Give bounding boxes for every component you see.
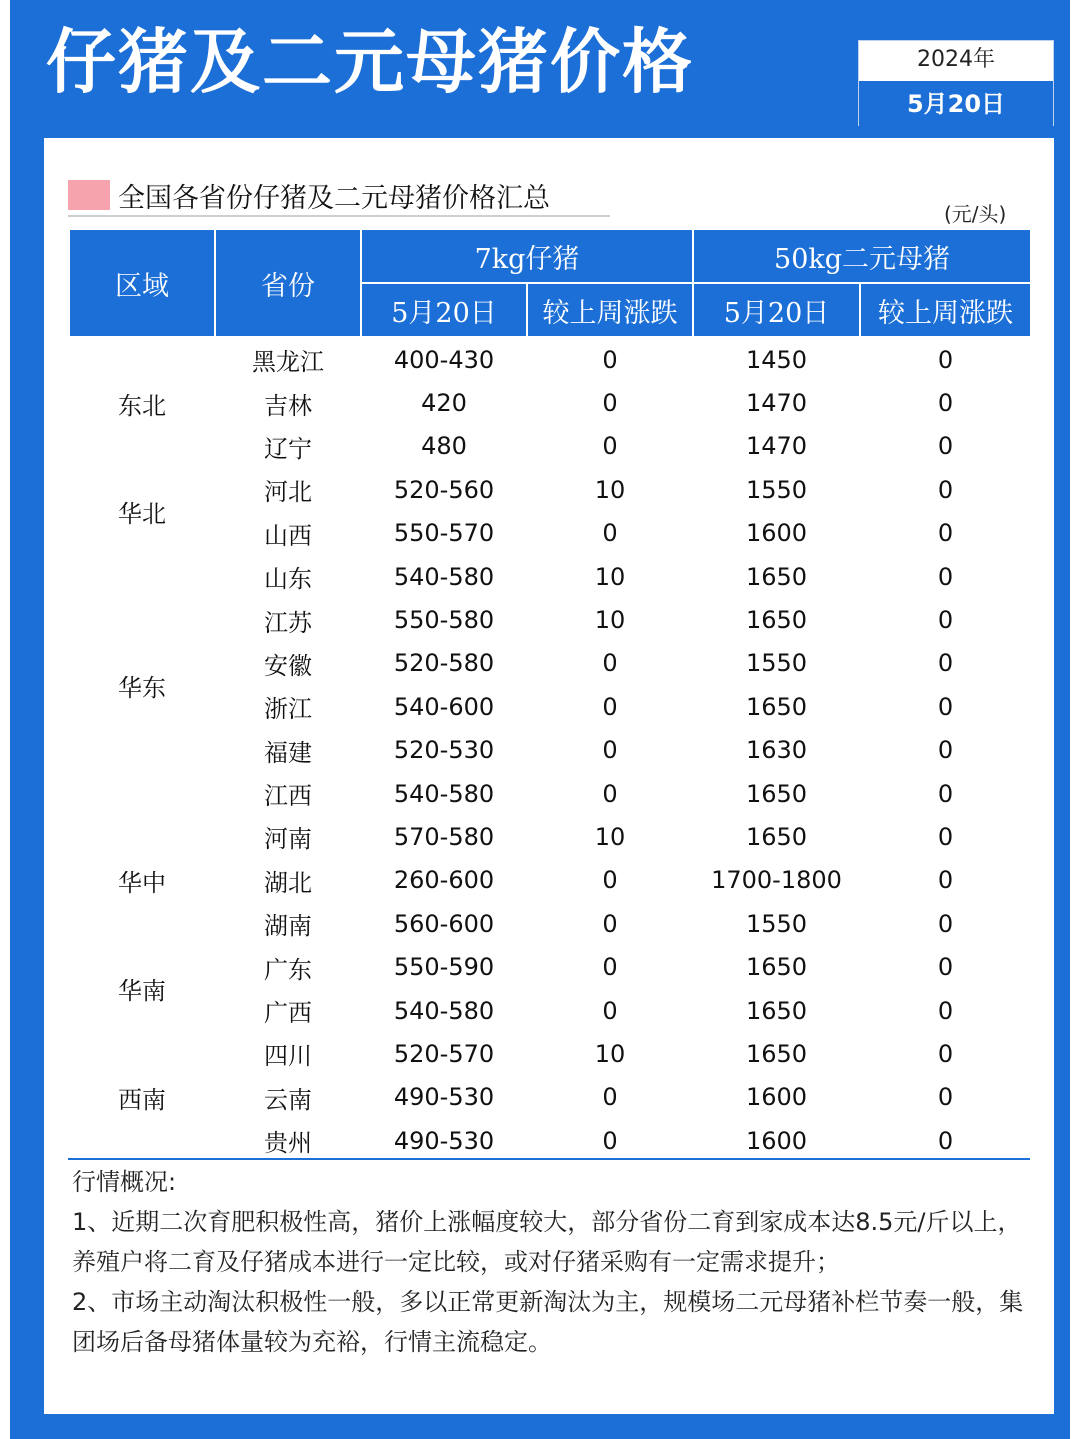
sow-change-cell: 0 bbox=[937, 692, 954, 721]
sow-price-cell: 1630 bbox=[745, 736, 808, 765]
sow-change-cell: 0 bbox=[937, 1083, 954, 1112]
piglet-change-cell: 10 bbox=[594, 1039, 626, 1068]
region-cell: 华南 bbox=[118, 977, 166, 1006]
piglet-price-cell: 520-530 bbox=[393, 736, 495, 765]
price-table-body bbox=[69, 337, 1031, 1162]
sow-change-cell: 0 bbox=[937, 475, 954, 504]
sow-change-cell: 0 bbox=[937, 345, 954, 374]
date-box bbox=[858, 40, 1054, 126]
page-frame bbox=[10, 0, 1070, 1439]
piglet-change-cell: 0 bbox=[602, 692, 618, 721]
sow-price-cell: 1550 bbox=[745, 649, 808, 678]
notes-item-2: 2、市场主动淘汰积极性一般，多以正常更新淘汰为主，规模场二元母猪补栏节奏一般，集团场后备母猪体量较为充裕，行情主流稳定。 bbox=[72, 1288, 1024, 1356]
table-row bbox=[69, 945, 1031, 988]
sow-price-cell: 1470 bbox=[745, 389, 808, 418]
piglet-price-cell: 480 bbox=[421, 432, 467, 461]
piglet-change-cell: 0 bbox=[602, 866, 618, 895]
table-row bbox=[69, 337, 1031, 381]
piglet-price-cell: 550-570 bbox=[393, 519, 495, 548]
table-row bbox=[69, 468, 1031, 511]
piglet-price-cell: 560-600 bbox=[393, 909, 495, 938]
header-piglet-change: 较上周涨跌 bbox=[527, 283, 693, 337]
sow-price-cell: 1450 bbox=[745, 345, 808, 374]
sow-change-cell: 0 bbox=[937, 866, 954, 895]
province-cell: 河北 bbox=[264, 478, 312, 507]
piglet-price-cell: 540-580 bbox=[393, 996, 495, 1025]
piglet-price-cell: 550-580 bbox=[393, 606, 495, 635]
province-cell: 四川 bbox=[264, 1042, 312, 1071]
piglet-price-cell: 570-580 bbox=[393, 822, 495, 851]
region-cell: 华东 bbox=[118, 673, 166, 702]
province-cell: 黑龙江 bbox=[252, 348, 324, 377]
sow-change-cell: 0 bbox=[937, 519, 954, 548]
summary-title: 全国各省份仔猪及二元母猪价格汇总 bbox=[118, 183, 550, 214]
sow-price-cell: 1650 bbox=[745, 822, 808, 851]
sow-change-cell: 0 bbox=[937, 1126, 954, 1155]
province-cell: 安徽 bbox=[264, 651, 312, 680]
piglet-price-cell: 420 bbox=[421, 389, 467, 418]
province-cell: 湖北 bbox=[264, 868, 312, 897]
province-cell: 云南 bbox=[264, 1085, 312, 1114]
date-day: 5月20日 bbox=[859, 79, 1053, 127]
subtitle-underline bbox=[68, 215, 610, 217]
province-cell: 福建 bbox=[264, 738, 312, 767]
sow-change-cell: 0 bbox=[937, 822, 954, 851]
piglet-price-cell: 520-580 bbox=[393, 649, 495, 678]
piglet-change-cell: 0 bbox=[602, 432, 618, 461]
notes-item-1: 1、近期二次育肥积极性高，猪价上涨幅度较大，部分省份二育到家成本达8.5元/斤以上，养殖户将二育及仔猪成本进行一定比较，或对仔猪采购有一定需求提升； bbox=[72, 1208, 1022, 1276]
sow-price-cell: 1470 bbox=[745, 432, 808, 461]
piglet-change-cell: 0 bbox=[602, 1083, 618, 1112]
province-cell: 江西 bbox=[264, 782, 312, 811]
piglet-change-cell: 0 bbox=[602, 909, 618, 938]
piglet-change-cell: 0 bbox=[602, 736, 618, 765]
header-region: 区域 bbox=[69, 229, 215, 337]
province-cell: 山西 bbox=[264, 521, 312, 550]
piglet-change-cell: 10 bbox=[594, 606, 626, 635]
piglet-change-cell: 0 bbox=[602, 389, 618, 418]
sow-change-cell: 0 bbox=[937, 562, 954, 591]
piglet-change-cell: 0 bbox=[602, 779, 618, 808]
sow-change-cell: 0 bbox=[937, 389, 954, 418]
province-cell: 江苏 bbox=[264, 608, 312, 637]
piglet-price-cell: 400-430 bbox=[393, 345, 495, 374]
sow-change-cell: 0 bbox=[937, 606, 954, 635]
sow-change-cell: 0 bbox=[937, 736, 954, 765]
piglet-change-cell: 0 bbox=[602, 1126, 618, 1155]
piglet-price-cell: 520-560 bbox=[393, 475, 495, 504]
sow-price-cell: 1600 bbox=[745, 1126, 808, 1155]
sow-price-cell: 1650 bbox=[745, 953, 808, 982]
piglet-change-cell: 0 bbox=[602, 996, 618, 1025]
region-cell: 华北 bbox=[118, 500, 166, 529]
sow-price-cell: 1550 bbox=[745, 909, 808, 938]
sow-change-cell: 0 bbox=[937, 953, 954, 982]
province-cell: 贵州 bbox=[264, 1129, 312, 1158]
sow-change-cell: 0 bbox=[937, 909, 954, 938]
piglet-price-cell: 550-590 bbox=[393, 953, 495, 982]
province-cell: 山东 bbox=[264, 565, 312, 594]
piglet-price-cell: 520-570 bbox=[393, 1039, 495, 1068]
piglet-price-cell: 490-530 bbox=[393, 1126, 495, 1155]
sow-change-cell: 0 bbox=[937, 432, 954, 461]
province-cell: 湖南 bbox=[264, 912, 312, 941]
piglet-change-cell: 0 bbox=[602, 345, 618, 374]
sow-price-cell: 1650 bbox=[745, 1039, 808, 1068]
sow-price-cell: 1550 bbox=[745, 475, 808, 504]
sow-price-cell: 1600 bbox=[745, 519, 808, 548]
market-notes bbox=[72, 1162, 1032, 1362]
piglet-price-cell: 540-580 bbox=[393, 779, 495, 808]
table-row bbox=[69, 1032, 1031, 1075]
subtitle-marker bbox=[68, 180, 110, 210]
sow-change-cell: 0 bbox=[937, 1039, 954, 1068]
sow-price-cell: 1650 bbox=[745, 996, 808, 1025]
header-sow-change: 较上周涨跌 bbox=[860, 283, 1031, 337]
sow-price-cell: 1650 bbox=[745, 779, 808, 808]
sow-price-cell: 1650 bbox=[745, 692, 808, 721]
piglet-price-cell: 260-600 bbox=[393, 866, 495, 895]
header-piglet-date: 5月20日 bbox=[361, 283, 527, 337]
province-cell: 广西 bbox=[264, 999, 312, 1028]
piglet-price-cell: 540-580 bbox=[393, 562, 495, 591]
sow-price-cell: 1600 bbox=[745, 1083, 808, 1112]
sow-price-cell: 1650 bbox=[745, 606, 808, 635]
unit-label: (元/头) bbox=[944, 202, 1007, 226]
sow-change-cell: 0 bbox=[937, 996, 954, 1025]
table-row bbox=[69, 555, 1031, 598]
date-year: 2024年 bbox=[859, 41, 1053, 79]
header-province: 省份 bbox=[215, 229, 361, 337]
province-cell: 吉林 bbox=[264, 391, 312, 420]
piglet-change-cell: 0 bbox=[602, 649, 618, 678]
table-bottom-rule bbox=[68, 1158, 1030, 1160]
province-cell: 河南 bbox=[264, 825, 312, 854]
province-cell: 辽宁 bbox=[264, 434, 312, 463]
sow-change-cell: 0 bbox=[937, 779, 954, 808]
header-sow: 50kg二元母猪 bbox=[693, 229, 1031, 283]
header-piglet: 7kg仔猪 bbox=[361, 229, 693, 283]
province-cell: 广东 bbox=[264, 955, 312, 984]
piglet-price-cell: 490-530 bbox=[393, 1083, 495, 1112]
piglet-change-cell: 10 bbox=[594, 562, 626, 591]
sow-price-cell: 1650 bbox=[745, 562, 808, 591]
piglet-change-cell: 0 bbox=[602, 953, 618, 982]
notes-heading: 行情概况: bbox=[72, 1168, 177, 1196]
piglet-price-cell: 540-600 bbox=[393, 692, 495, 721]
sow-price-cell: 1700-1800 bbox=[711, 866, 842, 895]
table-row bbox=[69, 815, 1031, 858]
province-cell: 浙江 bbox=[264, 695, 312, 724]
price-table bbox=[68, 228, 1032, 1162]
sow-change-cell: 0 bbox=[937, 649, 954, 678]
region-cell: 西南 bbox=[118, 1085, 166, 1114]
piglet-change-cell: 10 bbox=[594, 475, 626, 504]
content-panel bbox=[44, 138, 1054, 1414]
page-title: 仔猪及二元母猪价格 bbox=[46, 21, 694, 103]
region-cell: 东北 bbox=[118, 391, 166, 420]
header-sow-date: 5月20日 bbox=[693, 283, 860, 337]
piglet-change-cell: 10 bbox=[594, 822, 626, 851]
region-cell: 华中 bbox=[118, 868, 166, 897]
piglet-change-cell: 0 bbox=[602, 519, 618, 548]
